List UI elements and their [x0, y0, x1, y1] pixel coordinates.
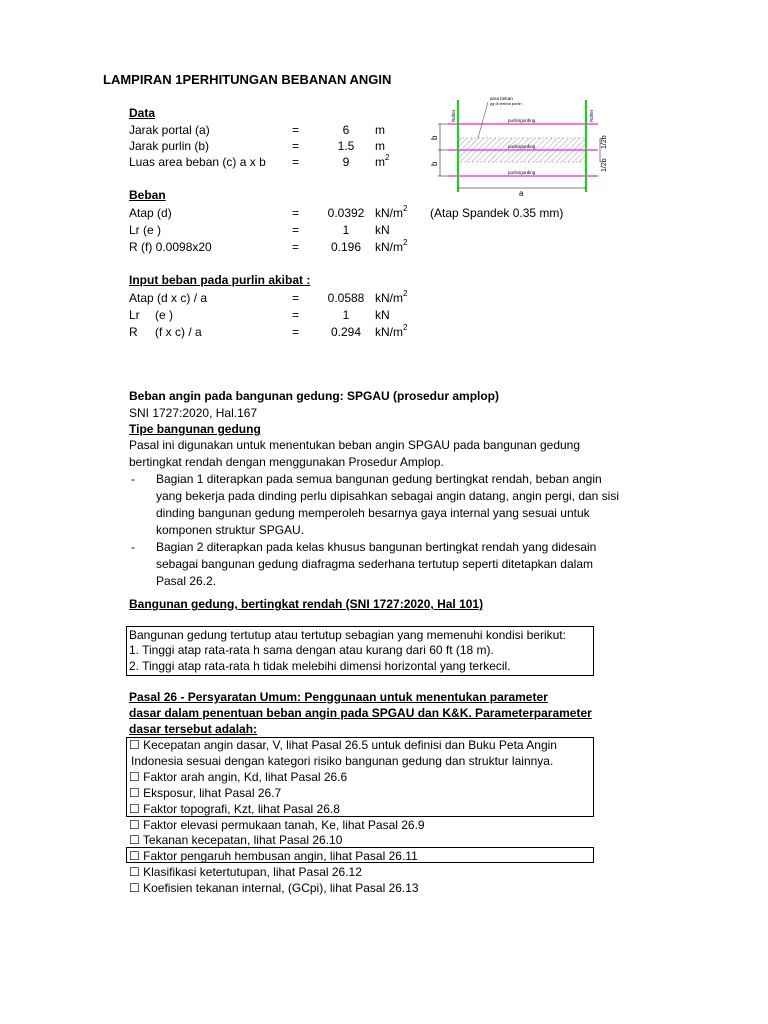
- equals-sign: =: [292, 308, 300, 322]
- rafter-label: Rafter: [589, 109, 594, 122]
- beban-value: 0.196: [330, 240, 362, 254]
- checkbox-icon: ☐: [129, 738, 140, 752]
- equals-sign: =: [292, 155, 300, 169]
- checkbox-icon: ☐: [129, 849, 140, 863]
- data-label: Jarak portal (a): [129, 123, 210, 137]
- area-label: yg di terima purlin: [490, 101, 522, 106]
- beban-unit: $kN/m^2$: [375, 204, 408, 220]
- equals-sign: =: [292, 223, 300, 237]
- b-label: b: [430, 135, 439, 140]
- pasal26-heading: dasar dalam penentuan beban angin pada SPGAU dan K&K. Parameterparameter: [129, 706, 592, 720]
- data-unit: m: [375, 139, 385, 153]
- pasal26-heading: dasar tersebut adalah:: [129, 722, 258, 736]
- bullet-text: Pasal 26.2.: [156, 574, 217, 588]
- data-unit: $m^2$: [375, 153, 390, 169]
- input-value: 0.294: [330, 325, 362, 339]
- bullet-text: komponen struktur SPGAU.: [156, 523, 305, 537]
- data-label: Jarak purlin (b): [129, 139, 210, 153]
- intro-text: bertingkat rendah dengan menggunakan Prosedur Amplop.: [129, 455, 444, 469]
- data-value: 9: [342, 155, 350, 169]
- bullet-text: dinding bangunan gedung memperoleh besarnya gaya internal yang sesuai untuk: [156, 506, 590, 520]
- wind-heading: Beban angin pada bangunan gedung: SPGAU (prosedur amplop): [129, 389, 500, 403]
- condition-line: Bangunan gedung tertutup atau tertutup sebagian yang memenuhi kondisi berikut:: [129, 628, 566, 642]
- bullet-text: yang bekerja pada dinding perlu dipisahkan sebagai angin datang, angin pergi, dan sisi: [156, 489, 620, 503]
- list-item: ☐ Tekanan kecepatan, lihat Pasal 26.10: [129, 833, 343, 847]
- checkbox-icon: ☐: [129, 865, 140, 879]
- list-item: ☐ Kecepatan angin dasar, V, lihat Pasal 26.5 untuk definisi dan Buku Peta Angin: [129, 738, 557, 752]
- beban-value: 0.0392: [327, 206, 365, 220]
- beban-unit: $kN/m^2$: [375, 238, 408, 254]
- data-label: Luas area beban (c) a x b: [129, 155, 266, 169]
- area-label: area beban: [490, 96, 513, 101]
- building-type-heading: Tipe bangunan gedung: [129, 422, 261, 436]
- list-item: ☐ Faktor pengaruh hembusan angin, lihat Pasal 26.11: [129, 849, 418, 863]
- pasal26-heading: Pasal 26 - Persyaratan Umum: Penggunaan untuk menentukan parameter: [129, 690, 548, 704]
- equals-sign: =: [292, 206, 300, 220]
- equals-sign: =: [292, 139, 300, 153]
- a-label: a: [519, 189, 524, 198]
- bullet-text: sebagai bangunan gedung diafragma sederhana tertutup seperti ditetapkan dalam: [156, 557, 593, 571]
- checkbox-icon: ☐: [129, 818, 140, 832]
- bullet-dash: -: [131, 540, 135, 554]
- condition-line: 2. Tinggi atap rata-rata h tidak melebihi dimensi horizontal yang terkecil.: [129, 659, 511, 673]
- area-pointer: [478, 102, 488, 138]
- list-item-continuation: Indonesia sesuai dengan kategori risiko bangunan gedung dan struktur lainnya.: [131, 754, 554, 768]
- list-item: ☐ Koefisien tekanan internal, (GCpi), lihat Pasal 26.13: [129, 881, 419, 895]
- purlin-label: purlin/gording: [508, 144, 536, 149]
- beban-note: (Atap Spandek 0.35 mm): [430, 206, 564, 220]
- lowrise-conditions-box: [126, 626, 594, 676]
- b-label: b: [430, 161, 439, 166]
- bullet-dash: -: [131, 472, 135, 486]
- bullet-text: Bagian 2 diterapkan pada kelas khusus bangunan bertingkat rendah yang didesain: [156, 540, 597, 554]
- input-unit: $kN/m^2$: [375, 323, 408, 339]
- list-item: ☐ Eksposur, lihat Pasal 26.7: [129, 786, 282, 800]
- list-item: ☐ Klasifikasi ketertutupan, lihat Pasal 26.12: [129, 865, 362, 879]
- input-formula: (e ): [155, 308, 173, 322]
- half-b-label: 1/2b: [601, 135, 608, 149]
- checkbox-icon: ☐: [129, 833, 140, 847]
- input-heading: Input beban pada purlin akibat :: [129, 273, 311, 287]
- input-value: 0.0588: [327, 291, 365, 305]
- rafter-label: Rafter: [451, 109, 456, 122]
- beban-unit: kN: [375, 223, 390, 237]
- data-value: 6: [342, 123, 350, 137]
- input-label: Atap (d x c) / a: [129, 291, 208, 305]
- beban-label: R (f) 0.0098x20: [129, 240, 212, 254]
- checkbox-icon: ☐: [129, 881, 140, 895]
- page-title: LAMPIRAN 1PERHITUNGAN BEBANAN ANGIN: [103, 72, 392, 87]
- checkbox-icon: ☐: [129, 802, 140, 816]
- purlin-load-area-diagram: [428, 92, 608, 202]
- list-item: ☐ Faktor arah angin, Kd, lihat Pasal 26.6: [129, 770, 348, 784]
- checkbox-icon: ☐: [129, 770, 140, 784]
- data-value: 1.5: [337, 139, 355, 153]
- data-unit: m: [375, 123, 385, 137]
- lowrise-heading: Bangunan gedung, bertingkat rendah (SNI 1727:2020, Hal 101): [129, 597, 484, 611]
- input-unit: kN: [375, 308, 390, 322]
- input-value: 1: [342, 308, 350, 322]
- input-label: R: [129, 325, 138, 339]
- input-label: Lr: [129, 308, 140, 322]
- half-b-label: 1/2b: [601, 158, 608, 172]
- list-item: ☐ Faktor topografi, Kzt, lihat Pasal 26.8: [129, 802, 340, 816]
- intro-text: Pasal ini digunakan untuk menentukan beban angin SPGAU pada bangunan gedung: [129, 438, 581, 452]
- equals-sign: =: [292, 325, 300, 339]
- data-heading: Data: [129, 106, 156, 120]
- purlin-label: purlin/gording: [508, 170, 536, 175]
- equals-sign: =: [292, 291, 300, 305]
- beban-heading: Beban: [129, 188, 166, 202]
- condition-line: 1. Tinggi atap rata-rata h sama dengan atau kurang dari 60 ft (18 m).: [129, 643, 494, 657]
- bullet-text: Bagian 1 diterapkan pada semua bangunan gedung bertingkat rendah, beban angin: [156, 472, 602, 486]
- purlin-label: purlin/gording: [508, 118, 536, 123]
- wind-reference: SNI 1727:2020, Hal.167: [129, 406, 258, 420]
- checkbox-icon: ☐: [129, 786, 140, 800]
- input-unit: $kN/m^2$: [375, 289, 408, 305]
- beban-label: Atap (d): [129, 206, 172, 220]
- list-item: ☐ Faktor elevasi permukaan tanah, Ke, lihat Pasal 26.9: [129, 818, 425, 832]
- input-formula: (f x c) / a: [155, 325, 202, 339]
- equals-sign: =: [292, 240, 300, 254]
- beban-value: 1: [342, 223, 350, 237]
- equals-sign: =: [292, 123, 300, 137]
- beban-label: Lr (e ): [129, 223, 162, 237]
